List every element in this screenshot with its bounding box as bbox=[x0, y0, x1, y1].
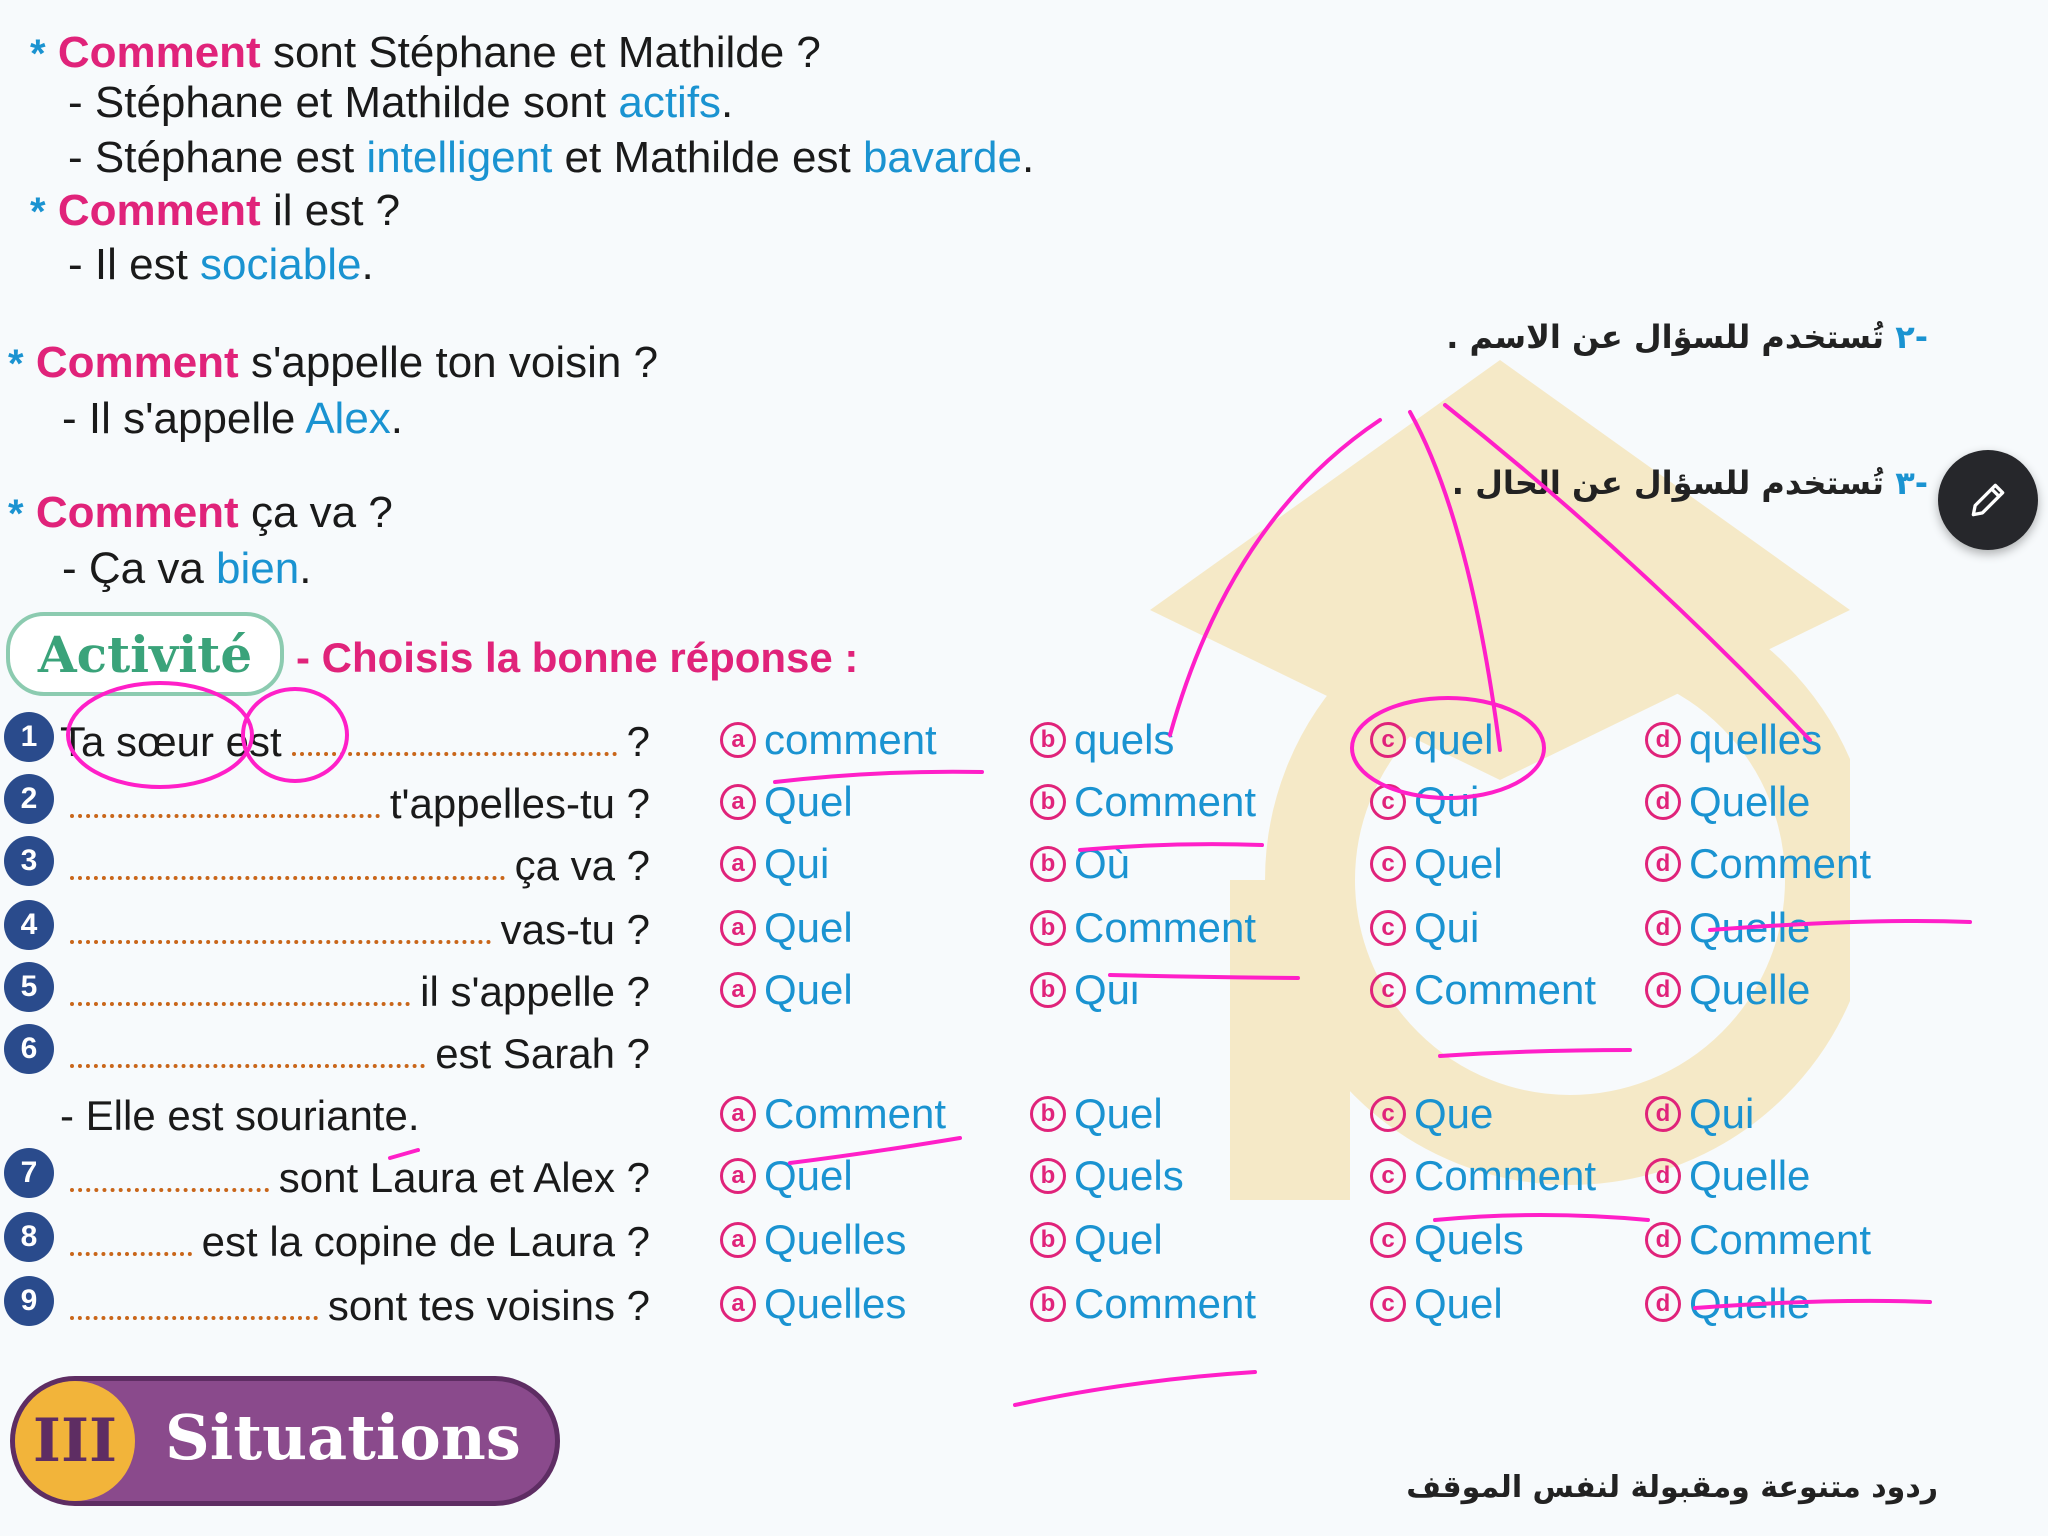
question-suffix: sont tes voisins ? bbox=[327, 1282, 650, 1329]
option-label: Quelle bbox=[1689, 1152, 1811, 1199]
answer-option-c[interactable] bbox=[1370, 778, 1479, 826]
option-letter-d: d bbox=[1645, 910, 1681, 946]
situations-title: Situations bbox=[165, 1401, 521, 1474]
answer-blank[interactable] bbox=[70, 848, 505, 880]
intro-line-8: * Comment ça va ? bbox=[8, 488, 393, 537]
option-letter-a: a bbox=[720, 1096, 756, 1132]
option-letter-a: a bbox=[720, 972, 756, 1008]
question-number: 8 bbox=[4, 1212, 54, 1262]
option-label: Quel bbox=[764, 1152, 853, 1199]
answer-option-b[interactable] bbox=[1030, 904, 1256, 952]
pencil-icon bbox=[1966, 478, 2010, 522]
question-number: 4 bbox=[4, 900, 54, 950]
answer-option-c[interactable] bbox=[1370, 840, 1503, 888]
option-label: Quels bbox=[1074, 1152, 1184, 1199]
answer-blank[interactable] bbox=[70, 1288, 318, 1320]
option-letter-c: c bbox=[1370, 722, 1406, 758]
option-letter-a: a bbox=[720, 722, 756, 758]
answer-option-c[interactable] bbox=[1370, 1216, 1524, 1264]
answer-option-b[interactable] bbox=[1030, 1152, 1184, 1200]
answer-option-c[interactable] bbox=[1370, 1090, 1493, 1138]
option-letter-b: b bbox=[1030, 1158, 1066, 1194]
option-letter-c: c bbox=[1370, 1286, 1406, 1322]
option-letter-c: c bbox=[1370, 1222, 1406, 1258]
answer-option-b[interactable] bbox=[1030, 716, 1174, 764]
question-suffix: sont Laura et Alex ? bbox=[278, 1154, 650, 1201]
answer-blank[interactable] bbox=[70, 1224, 192, 1256]
option-label: Quels bbox=[1414, 1216, 1524, 1263]
answer-option-c[interactable] bbox=[1370, 716, 1493, 764]
option-letter-b: b bbox=[1030, 784, 1066, 820]
option-label: Que bbox=[1414, 1090, 1494, 1137]
option-letter-d: d bbox=[1645, 972, 1681, 1008]
question-number: 5 bbox=[4, 962, 54, 1012]
option-label: Comment bbox=[1689, 840, 1872, 887]
option-letter-b: b bbox=[1030, 1286, 1066, 1322]
option-letter-d: d bbox=[1645, 1096, 1681, 1132]
option-label: Quel bbox=[764, 904, 853, 951]
option-label: Qui bbox=[1414, 904, 1480, 951]
question-number: 3 bbox=[4, 836, 54, 886]
answer-option-a[interactable] bbox=[720, 1152, 853, 1200]
option-label: Comment bbox=[1414, 966, 1597, 1013]
answer-option-c[interactable] bbox=[1370, 966, 1596, 1014]
annotation-stroke bbox=[1410, 412, 1500, 750]
option-label: Qui bbox=[1689, 1090, 1755, 1137]
option-letter-b: b bbox=[1030, 1096, 1066, 1132]
bullet-star-icon: * bbox=[8, 342, 24, 386]
option-label: quel bbox=[1414, 716, 1494, 763]
question-prefix: Ta sœur est bbox=[60, 718, 282, 765]
question-text bbox=[60, 906, 650, 954]
option-label: Quelle bbox=[1689, 778, 1811, 825]
answer-option-b[interactable] bbox=[1030, 1280, 1256, 1328]
option-letter-d: d bbox=[1645, 1158, 1681, 1194]
option-letter-a: a bbox=[720, 1222, 756, 1258]
option-label: Quel bbox=[1074, 1090, 1163, 1137]
option-letter-c: c bbox=[1370, 972, 1406, 1008]
option-letter-a: a bbox=[720, 846, 756, 882]
answer-option-a[interactable] bbox=[720, 778, 853, 826]
answer-option-a[interactable] bbox=[720, 1280, 906, 1328]
option-label: Quelle bbox=[1689, 1280, 1811, 1327]
answer-option-d[interactable] bbox=[1645, 1090, 1754, 1138]
question-text bbox=[60, 968, 650, 1016]
option-label: Quel bbox=[764, 778, 853, 825]
edit-button[interactable] bbox=[1938, 450, 2038, 550]
option-letter-d: d bbox=[1645, 846, 1681, 882]
answer-option-a[interactable] bbox=[720, 966, 853, 1014]
answer-option-d[interactable] bbox=[1645, 716, 1822, 764]
annotation-stroke bbox=[1445, 405, 1810, 740]
arabic-note-3: -٣ تُستخدم للسؤال عن الحال . bbox=[1451, 464, 1928, 502]
answer-option-b[interactable] bbox=[1030, 778, 1256, 826]
option-letter-b: b bbox=[1030, 722, 1066, 758]
question-text bbox=[60, 1092, 650, 1140]
answer-option-a[interactable] bbox=[720, 904, 853, 952]
option-label: Comment bbox=[1414, 1152, 1597, 1199]
answer-option-d[interactable] bbox=[1645, 778, 1810, 826]
activity-title: - Choisis la bonne réponse : bbox=[296, 634, 859, 681]
answer-option-b[interactable] bbox=[1030, 966, 1139, 1014]
option-label: Comment bbox=[764, 1090, 947, 1137]
answer-option-c[interactable] bbox=[1370, 1280, 1503, 1328]
answer-option-c[interactable] bbox=[1370, 904, 1479, 952]
question-text bbox=[60, 780, 650, 828]
question-number: 2 bbox=[4, 774, 54, 824]
answer-blank[interactable] bbox=[292, 724, 617, 756]
answer-option-d[interactable] bbox=[1645, 1152, 1810, 1200]
option-label: Comment bbox=[1689, 1216, 1872, 1263]
option-label: Quelles bbox=[764, 1280, 907, 1327]
option-letter-c: c bbox=[1370, 784, 1406, 820]
option-letter-b: b bbox=[1030, 1222, 1066, 1258]
option-letter-a: a bbox=[720, 1158, 756, 1194]
question-suffix: est la copine de Laura ? bbox=[201, 1218, 650, 1265]
option-letter-a: a bbox=[720, 1286, 756, 1322]
annotation-underline bbox=[1015, 1372, 1255, 1405]
answer-option-a[interactable] bbox=[720, 1216, 906, 1264]
intro-line-6: * Comment s'appelle ton voisin ? bbox=[8, 338, 659, 387]
question-suffix: vas-tu ? bbox=[500, 906, 650, 953]
option-letter-b: b bbox=[1030, 910, 1066, 946]
bullet-star-icon: * bbox=[8, 492, 24, 536]
option-label: Quelles bbox=[764, 1216, 907, 1263]
option-label: Quel bbox=[1074, 1216, 1163, 1263]
intro-line-5: - Il est sociable. bbox=[68, 240, 374, 289]
option-label: quels bbox=[1074, 716, 1175, 763]
question-prefix: - Elle est souriante. bbox=[60, 1092, 420, 1139]
option-letter-d: d bbox=[1645, 784, 1681, 820]
option-label: Quelle bbox=[1689, 904, 1811, 951]
option-letter-c: c bbox=[1370, 910, 1406, 946]
answer-option-d[interactable] bbox=[1645, 966, 1810, 1014]
intro-line-4: * Comment il est ? bbox=[30, 186, 401, 235]
option-label: Quelle bbox=[1689, 966, 1811, 1013]
question-text bbox=[60, 1282, 650, 1330]
question-suffix: est Sarah ? bbox=[435, 1030, 650, 1077]
answer-option-b[interactable] bbox=[1030, 1216, 1163, 1264]
activity-badge: Activité bbox=[6, 612, 284, 696]
question-text bbox=[60, 1030, 650, 1078]
question-number: 7 bbox=[4, 1148, 54, 1198]
option-label: Où bbox=[1074, 840, 1131, 887]
situations-banner bbox=[10, 1376, 560, 1506]
answer-option-a[interactable] bbox=[720, 840, 829, 888]
option-label: Quel bbox=[1414, 1280, 1503, 1327]
option-letter-d: d bbox=[1645, 1286, 1681, 1322]
question-suffix: t'appelles-tu ? bbox=[389, 780, 650, 827]
question-text bbox=[60, 1218, 650, 1266]
annotation-underline bbox=[1440, 1050, 1630, 1056]
question-number: 9 bbox=[4, 1276, 54, 1326]
option-letter-c: c bbox=[1370, 1158, 1406, 1194]
answer-blank[interactable] bbox=[70, 786, 380, 818]
option-label: quelles bbox=[1689, 716, 1823, 763]
answer-blank[interactable] bbox=[70, 1160, 269, 1192]
option-letter-d: d bbox=[1645, 722, 1681, 758]
option-label: Quel bbox=[764, 966, 853, 1013]
option-label: Qui bbox=[764, 840, 830, 887]
answer-option-c[interactable] bbox=[1370, 1152, 1596, 1200]
question-text bbox=[60, 718, 650, 766]
option-label: Comment bbox=[1074, 1280, 1257, 1327]
bullet-star-icon: * bbox=[30, 190, 46, 234]
option-letter-c: c bbox=[1370, 846, 1406, 882]
answer-option-d[interactable] bbox=[1645, 904, 1810, 952]
option-letter-b: b bbox=[1030, 972, 1066, 1008]
question-suffix: ? bbox=[626, 718, 650, 765]
option-label: comment bbox=[764, 716, 937, 763]
question-number: 1 bbox=[4, 712, 54, 762]
option-label: Comment bbox=[1074, 904, 1257, 951]
option-letter-d: d bbox=[1645, 1222, 1681, 1258]
section-number: III bbox=[15, 1381, 135, 1501]
answer-option-d[interactable] bbox=[1645, 1280, 1810, 1328]
intro-line-2: - Stéphane et Mathilde sont actifs. bbox=[68, 78, 734, 127]
annotation-stroke bbox=[1170, 420, 1380, 735]
answer-blank[interactable] bbox=[70, 1036, 425, 1068]
option-letter-b: b bbox=[1030, 846, 1066, 882]
answer-blank[interactable] bbox=[70, 912, 491, 944]
bullet-star-icon: * bbox=[30, 32, 46, 76]
option-letter-c: c bbox=[1370, 1096, 1406, 1132]
arabic-note-2: -٢ تُستخدم للسؤال عن الاسم . bbox=[1446, 318, 1928, 356]
answer-option-a[interactable] bbox=[720, 716, 937, 764]
intro-line-1: * Comment sont Stéphane et Mathilde ? bbox=[30, 28, 821, 77]
intro-line-3: - Stéphane est intelligent et Mathilde est bavarde. bbox=[68, 133, 1035, 182]
question-text bbox=[60, 1154, 650, 1202]
answer-option-d[interactable] bbox=[1645, 840, 1871, 888]
answer-option-d[interactable] bbox=[1645, 1216, 1871, 1264]
option-letter-a: a bbox=[720, 784, 756, 820]
option-label: Comment bbox=[1074, 778, 1257, 825]
intro-line-7: - Il s'appelle Alex. bbox=[62, 394, 404, 443]
situations-arabic-note: ردود متنوعة ومقبولة لنفس الموقف bbox=[1406, 1470, 1938, 1505]
option-label: Qui bbox=[1414, 778, 1480, 825]
answer-option-b[interactable] bbox=[1030, 1090, 1163, 1138]
answer-option-b[interactable] bbox=[1030, 840, 1130, 888]
answer-option-a[interactable] bbox=[720, 1090, 946, 1138]
question-text bbox=[60, 842, 650, 890]
answer-blank[interactable] bbox=[70, 974, 410, 1006]
option-label: Quel bbox=[1414, 840, 1503, 887]
option-label: Qui bbox=[1074, 966, 1140, 1013]
question-suffix: ça va ? bbox=[514, 842, 650, 889]
option-letter-a: a bbox=[720, 910, 756, 946]
intro-line-9: - Ça va bien. bbox=[62, 544, 312, 593]
question-number: 6 bbox=[4, 1024, 54, 1074]
question-suffix: il s'appelle ? bbox=[420, 968, 650, 1015]
